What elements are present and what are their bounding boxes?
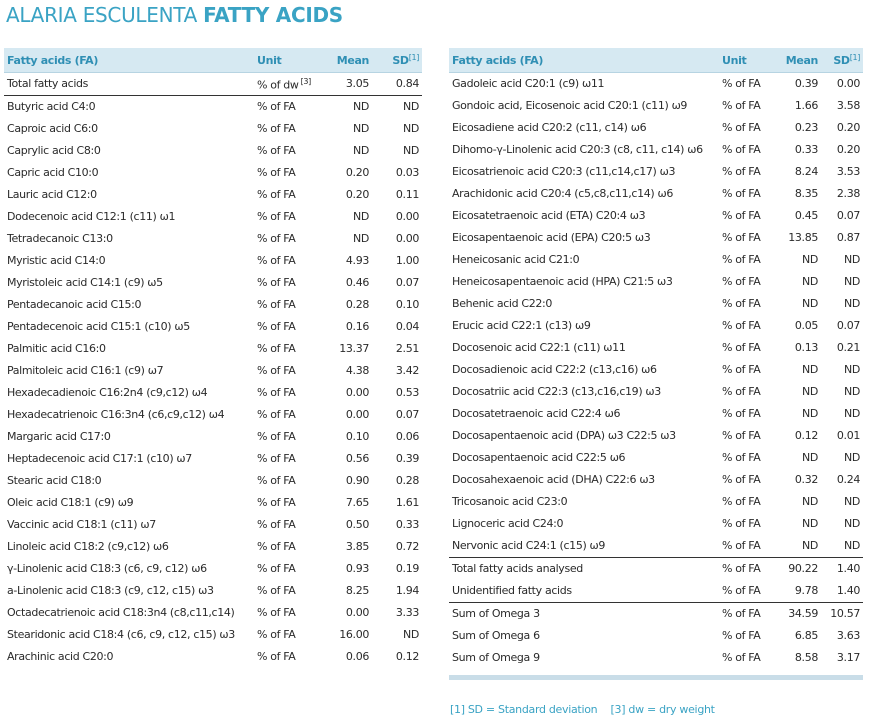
table-row: [449, 558, 863, 581]
fatty-acid-name: Hexadecatrienoic C16:3n4 (c6,c9,c12) ω4: [7, 408, 225, 421]
unit-cell: % of FA: [719, 580, 775, 603]
sd-value: 0.10: [395, 298, 419, 311]
sd-value: 0.01: [836, 429, 860, 442]
sd-value: 0.20: [836, 143, 860, 156]
table-row: [4, 514, 422, 536]
sd-value: 10.57: [830, 607, 860, 620]
sd-value: 0.39: [395, 452, 419, 465]
table-row: [4, 536, 422, 558]
unit-cell: % of FA: [257, 254, 296, 267]
fatty-acid-name: Eicosapentaenoic acid (EPA) C20:5 ω3: [452, 231, 651, 244]
table-row: [449, 381, 863, 403]
unit-cell: % of FA: [722, 77, 761, 90]
table-row: [4, 206, 422, 228]
table-row: [449, 293, 863, 315]
sd-value: 2.38: [836, 187, 860, 200]
sd-value: 0.87: [836, 231, 860, 244]
fatty-acids-table-right: [449, 48, 863, 669]
fatty-acid-name: Octadecatrienoic acid C18:3n4 (c8,c11,c14): [7, 606, 235, 619]
mean-value: ND: [353, 144, 369, 157]
unit-cell: % of FA: [722, 629, 761, 642]
fatty-acid-name: Sum of Omega 9: [452, 651, 540, 664]
header-mean: Mean: [775, 48, 821, 73]
unit-cell: % of FA: [257, 386, 296, 399]
table-row: [4, 646, 422, 668]
mean-value: 8.35: [794, 187, 818, 200]
table-row: [449, 183, 863, 205]
sd-value: ND: [844, 407, 860, 420]
table-row: [449, 469, 863, 491]
mean-value: 1.66: [794, 99, 818, 112]
header-sd-note: [1]: [849, 53, 860, 62]
mean-value: 0.12: [794, 429, 818, 442]
unit-cell: % of FA: [722, 363, 761, 376]
unit-cell: % of FA: [257, 606, 296, 619]
unit-cell: % of FA: [257, 100, 296, 113]
fatty-acid-name: Eicosadiene acid C20:2 (c11, c14) ω6: [452, 121, 647, 134]
fatty-acid-name: Docosapentaenoic acid (DPA) ω3 C22:5 ω3: [452, 429, 676, 442]
sd-value: 0.06: [395, 430, 419, 443]
fatty-acid-name: Gondoic acid, Eicosenoic acid C20:1 (c11) ω9: [452, 99, 688, 112]
unit-cell: % of FA: [722, 407, 761, 420]
mean-value: 8.58: [794, 651, 818, 664]
fatty-acid-name: Unidentified fatty acids: [449, 580, 719, 603]
mean-value: 7.65: [345, 496, 369, 509]
unit-cell: % of FA: [257, 562, 296, 575]
sd-value: 2.51: [395, 342, 419, 355]
table-row: [4, 316, 422, 338]
unit-cell: % of FA: [257, 518, 296, 531]
header-sd-note: [1]: [408, 53, 419, 62]
mean-value: ND: [802, 495, 818, 508]
sd-value: ND: [403, 100, 419, 113]
unit-cell: % of FA: [722, 121, 761, 134]
header-sd: [821, 48, 863, 73]
table-row: [449, 491, 863, 513]
unit-cell: % of FA: [722, 517, 761, 530]
fatty-acid-name: Dodecenoic acid C12:1 (c11) ω1: [7, 210, 176, 223]
unit-cell: % of FA: [257, 364, 296, 377]
mean-value: 0.06: [345, 650, 369, 663]
unit-cell: % of FA: [722, 607, 761, 620]
table-row: [4, 184, 422, 206]
unit-cell: % of FA: [722, 165, 761, 178]
sd-value: ND: [844, 275, 860, 288]
mean-value: 3.05: [318, 73, 372, 96]
header-unit: Unit: [254, 48, 318, 73]
table-row: [4, 338, 422, 360]
fatty-acid-name: Lauric acid C12:0: [7, 188, 97, 201]
sd-value: ND: [844, 297, 860, 310]
table-row: [449, 117, 863, 139]
sd-value: 1.61: [395, 496, 419, 509]
unit-cell: % of dw [3]: [254, 73, 318, 96]
unit-cell: % of FA: [257, 320, 296, 333]
sd-value: 3.53: [836, 165, 860, 178]
mean-value: 0.33: [794, 143, 818, 156]
fatty-acid-name: Total fatty acids analysed: [452, 562, 583, 575]
mean-value: 0.16: [345, 320, 369, 333]
fatty-acid-name: Sum of Omega 3: [452, 607, 540, 620]
fatty-acid-name: Arachidonic acid C20:4 (c5,c8,c11,c14) ω6: [452, 187, 673, 200]
mean-value: 0.45: [794, 209, 818, 222]
header-sd-label: SD: [833, 54, 850, 67]
sd-value: 3.58: [836, 99, 860, 112]
sd-value: 0.03: [395, 166, 419, 179]
mean-value: ND: [353, 232, 369, 245]
footnote-sd: [1] SD = Standard deviation: [450, 703, 598, 716]
mean-value: ND: [802, 253, 818, 266]
fatty-acid-name: Myristoleic acid C14:1 (c9) ω5: [7, 276, 163, 289]
unit-cell: % of FA: [722, 341, 761, 354]
unit-footnote-ref: [3]: [300, 77, 311, 87]
sd-value: ND: [844, 385, 860, 398]
table-row: [4, 404, 422, 426]
mean-value: ND: [775, 535, 821, 558]
header-mean: Mean: [318, 48, 372, 73]
fatty-acid-name: Lignoceric acid C24:0: [452, 517, 564, 530]
table-row: [449, 249, 863, 271]
fatty-acid-name: γ-Linolenic acid C18:3 (c6, c9, c12) ω6: [7, 562, 207, 575]
sd-value: ND: [844, 517, 860, 530]
unit-cell: % of FA: [257, 452, 296, 465]
fatty-acid-name: Pentadecenoic acid C15:1 (c10) ω5: [7, 320, 190, 333]
table-row: [4, 250, 422, 272]
bottom-divider-bar: [449, 675, 863, 680]
table-row: [4, 426, 422, 448]
table-row: [449, 403, 863, 425]
sd-value: 0.11: [395, 188, 419, 201]
mean-value: 13.85: [788, 231, 818, 244]
sd-value: ND: [844, 451, 860, 464]
fatty-acid-name: Gadoleic acid C20:1 (c9) ω11: [452, 77, 605, 90]
table-row: [4, 294, 422, 316]
page-title: [6, 2, 343, 28]
fatty-acid-name: Docosapentaenoic acid C22:5 ω6: [452, 451, 626, 464]
fatty-acid-name: Heneicosapentaenoic acid (HPA) C21:5 ω3: [452, 275, 673, 288]
mean-value: ND: [802, 451, 818, 464]
header-fatty-acids: Fatty acids (FA): [4, 48, 254, 73]
table-row: [449, 535, 863, 558]
table-row: [4, 492, 422, 514]
unit-cell: % of FA: [722, 651, 761, 664]
table-row: [4, 162, 422, 184]
sd-value: ND: [403, 628, 419, 641]
unit-cell: % of FA: [257, 496, 296, 509]
unit-cell: % of FA: [257, 650, 296, 663]
mean-value: 13.37: [339, 342, 369, 355]
unit-cell: % of FA: [722, 209, 761, 222]
unit-cell: % of FA: [722, 297, 761, 310]
table-row: [4, 448, 422, 470]
table-row: [4, 73, 422, 96]
fatty-acid-name: Capric acid C10:0: [7, 166, 99, 179]
mean-value: 0.23: [794, 121, 818, 134]
sd-value: 0.12: [395, 650, 419, 663]
mean-value: ND: [802, 385, 818, 398]
unit-cell: % of FA: [722, 385, 761, 398]
sd-value: 0.20: [836, 121, 860, 134]
fatty-acid-name: Heneicosanic acid C21:0: [452, 253, 580, 266]
fatty-acid-name: Vaccinic acid C18:1 (c11) ω7: [7, 518, 156, 531]
sd-value: ND: [844, 495, 860, 508]
footnote-dw: [3] dw = dry weight: [610, 703, 715, 716]
mean-value: 0.13: [794, 341, 818, 354]
mean-value: ND: [802, 407, 818, 420]
fatty-acid-name: Docosadienoic acid C22:2 (c13,c16) ω6: [452, 363, 657, 376]
sd-value: 0.07: [836, 209, 860, 222]
unit-cell: % of FA: [722, 253, 761, 266]
table-row: [449, 315, 863, 337]
table-row: [449, 447, 863, 469]
mean-value: 0.93: [345, 562, 369, 575]
unit-cell: % of FA: [257, 628, 296, 641]
mean-value: 0.05: [794, 319, 818, 332]
fatty-acid-name: Palmitoleic acid C16:1 (c9) ω7: [7, 364, 164, 377]
unit-cell: % of FA: [722, 473, 761, 486]
sd-value: 0.84: [372, 73, 422, 96]
table-row: [4, 382, 422, 404]
mean-value: ND: [802, 297, 818, 310]
mean-value: 6.85: [794, 629, 818, 642]
unit-cell: % of FA: [719, 535, 775, 558]
header-sd: [372, 48, 422, 73]
sd-value: 3.63: [836, 629, 860, 642]
title-light: ALARIA ESCULENTA: [6, 3, 198, 27]
sd-value: 0.00: [395, 232, 419, 245]
sd-value: 0.53: [395, 386, 419, 399]
unit-cell: % of FA: [722, 562, 761, 575]
header-unit: Unit: [719, 48, 775, 73]
fatty-acid-name: Tetradecanoic C13:0: [7, 232, 113, 245]
mean-value: 34.59: [788, 607, 818, 620]
sd-value: 1.40: [836, 562, 860, 575]
table-row: [4, 558, 422, 580]
fatty-acid-name: Margaric acid C17:0: [7, 430, 111, 443]
fatty-acid-name: Docosahexaenoic acid (DHA) C22:6 ω3: [452, 473, 655, 486]
mean-value: 0.00: [345, 606, 369, 619]
fatty-acid-name: a-Linolenic acid C18:3 (c9, c12, c15) ω3: [7, 584, 214, 597]
table-row: [449, 139, 863, 161]
mean-value: ND: [802, 275, 818, 288]
mean-value: 0.28: [345, 298, 369, 311]
unit-cell: % of FA: [722, 143, 761, 156]
table-body-right: [449, 73, 863, 670]
fatty-acid-name: Stearidonic acid C18:4 (c6, c9, c12, c15) ω3: [7, 628, 235, 641]
sd-value: 1.40: [821, 580, 863, 603]
fatty-acid-name: Tricosanoic acid C23:0: [452, 495, 568, 508]
mean-value: 90.22: [788, 562, 818, 575]
fatty-acid-name: Total fatty acids: [4, 73, 254, 96]
unit-cell: % of FA: [257, 430, 296, 443]
mean-value: 8.24: [794, 165, 818, 178]
fatty-acid-name: Eicosatrienoic acid C20:3 (c11,c14,c17) ω3: [452, 165, 676, 178]
table-row: [449, 337, 863, 359]
table-row: [449, 625, 863, 647]
fatty-acid-name: Arachinic acid C20:0: [7, 650, 114, 663]
unit-cell: % of FA: [257, 144, 296, 157]
unit-cell: % of FA: [257, 122, 296, 135]
mean-value: 0.32: [794, 473, 818, 486]
mean-value: 0.39: [794, 77, 818, 90]
sd-value: 0.07: [395, 276, 419, 289]
unit-cell: % of FA: [257, 342, 296, 355]
fatty-acid-name: Docosatetraenoic acid C22:4 ω6: [452, 407, 621, 420]
table-row: [4, 360, 422, 382]
table-row: [449, 161, 863, 183]
sd-value: 0.00: [836, 77, 860, 90]
fatty-acid-name: Hexadecadienoic C16:2n4 (c9,c12) ω4: [7, 386, 208, 399]
mean-value: 0.50: [345, 518, 369, 531]
unit-cell: % of FA: [722, 275, 761, 288]
table-row: [449, 580, 863, 603]
table-row: [4, 118, 422, 140]
unit-cell: % of FA: [722, 231, 761, 244]
table-row: [4, 272, 422, 294]
sd-value: 0.04: [395, 320, 419, 333]
fatty-acid-name: Caproic acid C6:0: [7, 122, 98, 135]
sd-value: 0.19: [395, 562, 419, 575]
table-row: [449, 73, 863, 96]
sd-value: ND: [844, 253, 860, 266]
unit-cell: % of FA: [257, 210, 296, 223]
fatty-acid-name: Palmitic acid C16:0: [7, 342, 106, 355]
table-row: [449, 603, 863, 626]
sd-value: ND: [844, 363, 860, 376]
unit-cell: % of FA: [257, 276, 296, 289]
table-row: [4, 580, 422, 602]
table-row: [449, 359, 863, 381]
fatty-acid-name: Dihomo-γ-Linolenic acid C20:3 (c8, c11, c14) ω6: [452, 143, 703, 156]
sd-value: 0.33: [395, 518, 419, 531]
fatty-acid-name: Oleic acid C18:1 (c9) ω9: [7, 496, 134, 509]
unit-cell: % of FA: [257, 584, 296, 597]
header-sd-label: SD: [392, 54, 409, 67]
sd-value: 3.33: [395, 606, 419, 619]
fatty-acid-name: Sum of Omega 6: [452, 629, 540, 642]
unit-cell: % of FA: [722, 187, 761, 200]
fatty-acid-name: Caprylic acid C8:0: [7, 144, 101, 157]
table-row: [4, 624, 422, 646]
header-fatty-acids: Fatty acids (FA): [449, 48, 719, 73]
fatty-acids-table-left: [4, 48, 422, 668]
mean-value: 0.00: [345, 386, 369, 399]
mean-value: 16.00: [339, 628, 369, 641]
sd-value: 0.07: [395, 408, 419, 421]
mean-value: 4.38: [345, 364, 369, 377]
fatty-acid-name: Docosatriic acid C22:3 (c13,c16,c19) ω3: [452, 385, 661, 398]
mean-value: 0.10: [345, 430, 369, 443]
mean-value: 0.20: [345, 188, 369, 201]
table-row: [4, 140, 422, 162]
unit-cell: % of FA: [257, 298, 296, 311]
fatty-acid-name: Stearic acid C18:0: [7, 474, 102, 487]
mean-value: 0.00: [345, 408, 369, 421]
fatty-acid-name: Heptadecenoic acid C17:1 (c10) ω7: [7, 452, 192, 465]
sd-value: 1.00: [395, 254, 419, 267]
fatty-acid-name: Butyric acid C4:0: [7, 100, 96, 113]
sd-value: 0.72: [395, 540, 419, 553]
sd-value: ND: [403, 144, 419, 157]
sd-value: 0.00: [395, 210, 419, 223]
unit-cell: % of FA: [257, 474, 296, 487]
fatty-acid-name: Nervonic acid C24:1 (c15) ω9: [449, 535, 719, 558]
sd-value: 0.24: [836, 473, 860, 486]
mean-value: 0.20: [345, 166, 369, 179]
table-row: [449, 95, 863, 117]
mean-value: 3.85: [345, 540, 369, 553]
footnotes: [450, 703, 725, 716]
unit-cell: % of FA: [722, 319, 761, 332]
title-bold: FATTY ACIDS: [203, 3, 343, 27]
unit-cell: % of FA: [722, 99, 761, 112]
table-row: [449, 271, 863, 293]
unit-cell: % of FA: [722, 451, 761, 464]
sd-value: ND: [403, 122, 419, 135]
unit-cell: % of FA: [257, 540, 296, 553]
table-row: [449, 227, 863, 249]
table-row: [449, 205, 863, 227]
sd-value: 0.28: [395, 474, 419, 487]
mean-value: 8.25: [345, 584, 369, 597]
mean-value: 0.56: [345, 452, 369, 465]
table-header-row: [4, 48, 422, 73]
table-row: [4, 228, 422, 250]
mean-value: 9.78: [775, 580, 821, 603]
table-row: [449, 513, 863, 535]
fatty-acid-name: Myristic acid C14:0: [7, 254, 106, 267]
fatty-acid-name: Pentadecanoic acid C15:0: [7, 298, 142, 311]
sd-value: ND: [821, 535, 863, 558]
table-row: [449, 425, 863, 447]
unit-cell: % of FA: [257, 232, 296, 245]
unit-cell: % of FA: [722, 495, 761, 508]
sd-value: 3.17: [836, 651, 860, 664]
unit-cell: % of FA: [257, 408, 296, 421]
sd-value: 1.94: [395, 584, 419, 597]
table-row: [4, 602, 422, 624]
table-row: [449, 647, 863, 669]
sd-value: 0.21: [836, 341, 860, 354]
mean-value: ND: [802, 363, 818, 376]
mean-value: ND: [802, 517, 818, 530]
unit-cell: % of FA: [257, 166, 296, 179]
mean-value: ND: [353, 210, 369, 223]
mean-value: 0.90: [345, 474, 369, 487]
fatty-acid-name: Behenic acid C22:0: [452, 297, 553, 310]
table-header-row: [449, 48, 863, 73]
fatty-acid-name: Linoleic acid C18:2 (c9,c12) ω6: [7, 540, 169, 553]
fatty-acid-name: Eicosatetraenoic acid (ETA) C20:4 ω3: [452, 209, 646, 222]
mean-value: ND: [353, 100, 369, 113]
sd-value: 3.42: [395, 364, 419, 377]
table-row: [4, 470, 422, 492]
table-row: [4, 96, 422, 119]
mean-value: 4.93: [345, 254, 369, 267]
mean-value: ND: [353, 122, 369, 135]
unit-cell: % of FA: [722, 429, 761, 442]
unit-cell: % of FA: [257, 188, 296, 201]
fatty-acid-name: Erucic acid C22:1 (c13) ω9: [452, 319, 591, 332]
table-body-left: [4, 73, 422, 669]
sd-value: 0.07: [836, 319, 860, 332]
mean-value: 0.46: [345, 276, 369, 289]
fatty-acid-name: Docosenoic acid C22:1 (c11) ω11: [452, 341, 626, 354]
